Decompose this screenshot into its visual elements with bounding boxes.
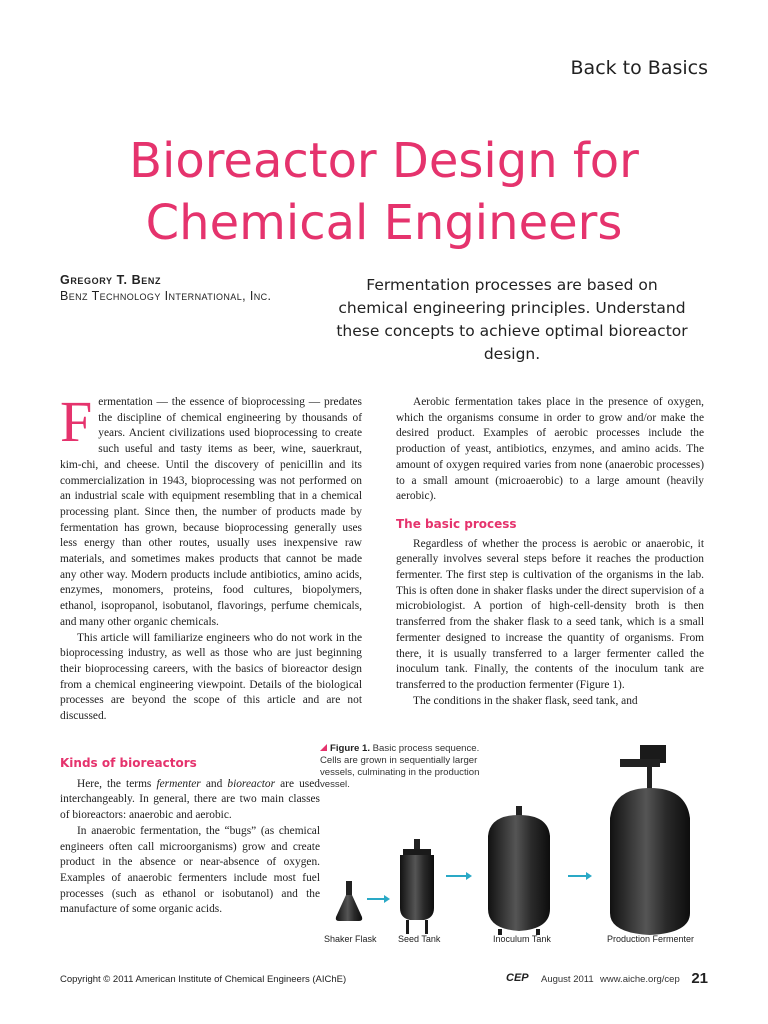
figure-label: Figure 1. <box>330 743 370 754</box>
arrow-2-icon <box>446 872 472 880</box>
label-production-fermenter: Production Fermenter <box>607 934 695 944</box>
production-fermenter-icon <box>610 745 690 935</box>
author-name: Gregory T. Benz <box>60 273 162 287</box>
seed-tank-icon <box>400 839 434 934</box>
label-seed-tank: Seed Tank <box>398 934 441 944</box>
page-footer <box>60 972 708 988</box>
kinds-text-c: are used interchangeably. In general, there are two main classes of bioreactors: anaerobic and aerobic. <box>60 777 320 822</box>
term-bioreactor: bioreactor <box>227 777 276 790</box>
issue-date: August 2011 <box>541 974 594 985</box>
kinds-heading: Kinds of bioreactors <box>60 756 197 770</box>
byline <box>60 272 271 304</box>
article-title <box>0 130 768 254</box>
arrow-3-icon <box>568 872 592 880</box>
intro-text: ermentation — the essence of bioprocessing — predates the discipline of chemical engineering by thousands of years. Ancient civilizations used bioprocessing to create such useful and tasty items as beer, wine, sauerkraut, kim-chi, and cheese. Until the discovery of penicillin and its commercialization in 1943, bioprocessing was not performed on an industrial scale with equipment resembling that in a chemical processing plant. Since then, the number of products made by fermentation has grown, because bioprocessing generally uses less energy than other routes, usually uses inexpensive raw materials, and sometimes makes products that cannot be made any other way. Modern products include antibiotics, amino acids, enzymes, monomers, proteins, food cultures, biopolymers, ethanol, isopropanol, isobutanol, flavorings, perfume chemicals, and many other organic chemicals. <box>60 396 362 628</box>
inoculum-tank-icon <box>488 806 550 935</box>
shaker-flask-icon <box>336 881 362 921</box>
kinds-text-a: Here, the terms <box>77 777 157 790</box>
body-column-right <box>396 395 704 709</box>
section-label: Back to Basics <box>570 57 708 79</box>
figure-1 <box>320 743 720 953</box>
kinds-text-b: and <box>200 777 228 790</box>
basic-process-paragraph: Regardless of whether the process is aerobic or anaerobic, it generally involves several steps before it reaches the production fermenter. The first step is cultivation of the organisms in the lab. This is often done in shaker flasks under the direct supervision of a microbiologist. A portion of high-cell-density broth is then transferred from the shaker flask to a seed tank, which is a small fermenter designed to increase the quantity of organisms. From there, it is usually transferred to a larger fermenter called the inoculum tank. Finally, the contents of the inoculum tank are transferred to the production fermenter (Figure 1). <box>396 537 704 691</box>
vessel-diagram <box>320 743 720 953</box>
title-line-1: Bioreactor Design for <box>129 133 639 189</box>
kinds-paragraph-2: In anaerobic fermentation, the “bugs” (as chemical engineers often call microorganisms) grow and create product in the absence or near-absence of oxygen. Examples of anaerobic fermenters include most fuel processes (such as ethanol or isobutanol) and the manufacture of some organic acids. <box>60 824 320 916</box>
scope-paragraph: This article will familiarize engineers who do not work in the bioprocessing industry, as well as those who are just beginning their bioprocessing careers, with the basics of bioreactor design from a chemical engineering viewpoint. Details of the biological processes are beyond the scope of this article and are not discussed. <box>60 631 362 723</box>
basic-process-heading: The basic process <box>396 516 517 531</box>
label-inoculum-tank: Inoculum Tank <box>493 934 551 944</box>
page-number: 21 <box>691 970 708 987</box>
kinds-section <box>60 756 320 918</box>
term-fermenter: fermenter <box>156 777 201 790</box>
author-organization: Benz Technology International, Inc. <box>60 289 272 303</box>
title-line-2: Chemical Engineers <box>145 195 623 251</box>
kinds-paragraph-1 <box>60 777 320 824</box>
aerobic-paragraph: Aerobic fermentation takes place in the presence of oxygen, which the organisms consume in order to grow and/or make the desired product. Examples of aerobic processes include the production of yeast, antibiotics, enzymes, and amino acids. The amount of oxygen required varies from none (anaerobic processes) to a small amount (microaerobic) to a large amount (heavily aerobic). <box>396 396 704 503</box>
drop-cap: F <box>60 389 93 454</box>
body-column-left <box>60 389 362 725</box>
arrow-1-icon <box>367 895 390 903</box>
copyright-notice: Copyright © 2011 American Institute of Chemical Engineers (AIChE) <box>60 974 347 985</box>
label-shaker-flask: Shaker Flask <box>324 934 377 944</box>
figure-caption-text: Basic process sequence. Cells are grown in sequentially larger vessels, culminating in the production vessel. <box>320 743 480 790</box>
conditions-paragraph: The conditions in the shaker flask, seed tank, and <box>413 694 638 707</box>
intro-paragraph <box>60 389 362 631</box>
journal-url: www.aiche.org/cep <box>600 974 680 985</box>
journal-logo: CEP <box>506 972 529 984</box>
article-deck: Fermentation processes are based on chemical engineering principles. Understand these concepts to achieve optimal bioreactor design. <box>336 276 688 363</box>
